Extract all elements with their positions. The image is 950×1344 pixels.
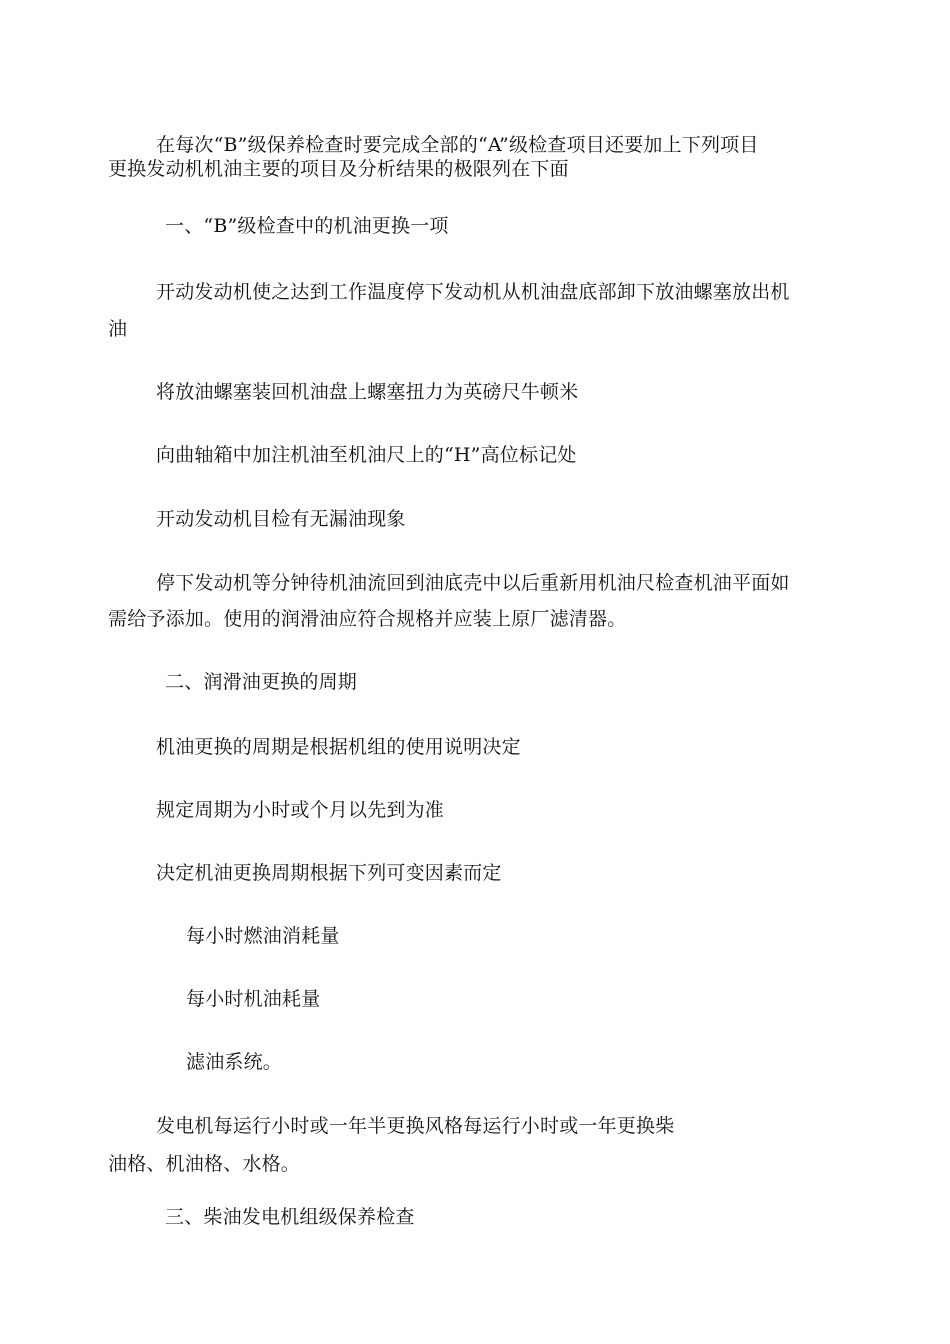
paragraph-recheck-line1: 停下发动机等分钟待机油流回到油底壳中以后重新用机油尺检查机油平面如 xyxy=(156,572,790,594)
list-item-filter: 滤油系统。 xyxy=(186,1051,283,1073)
paragraph-leak-check: 开动发动机目检有无漏油现象 xyxy=(156,508,406,530)
paragraph-filters-line2: 油格、机油格、水格。 xyxy=(108,1153,301,1175)
section-heading-2: 二、润滑油更换的周期 xyxy=(165,671,358,693)
paragraph-recheck-line2: 需给予添加。使用的润滑油应符合规格并应装上原厂滤清器。 xyxy=(108,608,627,630)
paragraph-intro-line1: 在每次“B”级保养检查时要完成全部的“A”级检查项目还要加上下列项目 xyxy=(156,134,759,156)
list-item-oil: 每小时机油耗量 xyxy=(186,988,321,1010)
paragraph-drain-line2: 油 xyxy=(108,318,128,340)
paragraph-intro-line2: 更换发动机机油主要的项目及分析结果的极限列在下面 xyxy=(108,158,569,180)
paragraph-drain-line1: 开动发动机使之达到工作温度停下发动机从机油盘底部卸下放油螺塞放出机 xyxy=(156,281,790,303)
paragraph-period-rule: 规定周期为小时或个月以先到为准 xyxy=(156,799,445,821)
section-heading-1: 一、“B”级检查中的机油更换一项 xyxy=(165,215,449,237)
paragraph-variables: 决定机油更换周期根据下列可变因素而定 xyxy=(156,862,502,884)
section-heading-3: 三、柴油发电机组级保养检查 xyxy=(165,1206,415,1228)
list-item-fuel: 每小时燃油消耗量 xyxy=(186,925,340,947)
paragraph-fill: 向曲轴箱中加注机油至机油尺上的“H”高位标记处 xyxy=(156,444,577,466)
paragraph-filters-line1: 发电机每运行小时或一年半更换风格每运行小时或一年更换柴 xyxy=(156,1115,675,1137)
paragraph-period-basis: 机油更换的周期是根据机组的使用说明决定 xyxy=(156,736,521,758)
paragraph-plug: 将放油螺塞装回机油盘上螺塞扭力为英磅尺牛顿米 xyxy=(156,381,579,403)
